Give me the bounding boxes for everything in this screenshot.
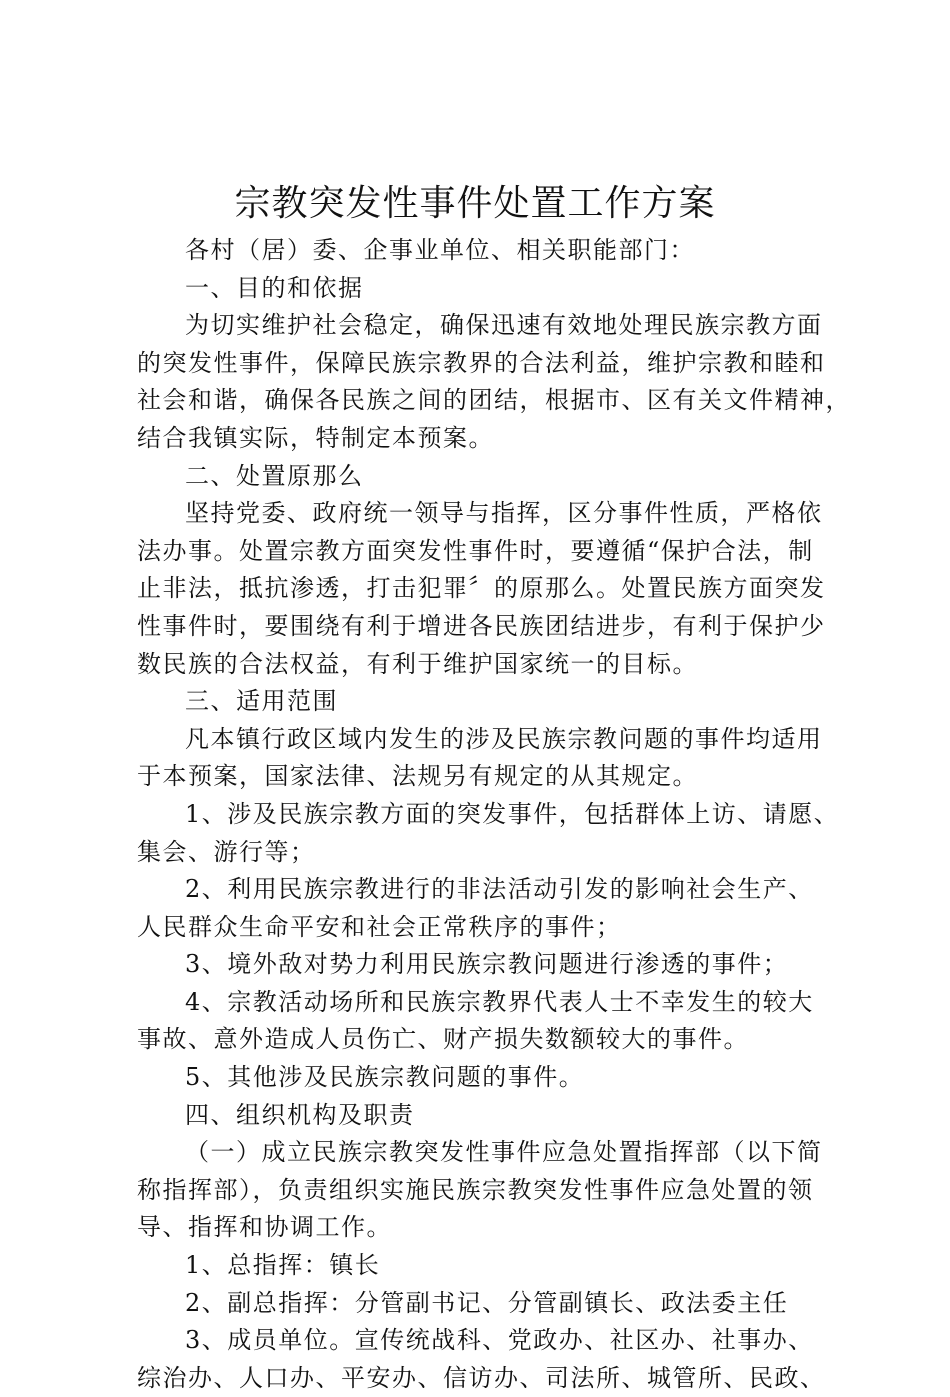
list-item-line: 2、利用民族宗教进行的非法活动引发的影响社会生产、	[185, 875, 814, 904]
paragraph-line: （一）成立民族宗教突发性事件应急处置指挥部（以下简	[185, 1138, 823, 1167]
list-item-line: 3、成员单位。宣传统战科、党政办、社区办、社事办、	[185, 1326, 814, 1355]
section-heading-scope: 三、适用范围	[185, 687, 338, 716]
paragraph-line: 坚持党委、政府统一领导与指挥，区分事件性质，严格依	[185, 499, 823, 528]
section-heading-purpose: 一、目的和依据	[185, 273, 364, 302]
paragraph-line: 数民族的合法权益，有利于维护国家统一的目标。	[137, 649, 698, 678]
list-item-line: 3、境外敌对势力利用民族宗教问题进行渗透的事件；	[185, 950, 789, 979]
document-body	[137, 232, 851, 1397]
list-item-line: 集会、游行等；	[137, 837, 316, 866]
list-item-line: 事故、意外造成人员伤亡、财产损失数额较大的事件。	[137, 1025, 749, 1054]
paragraph-line: 称指挥部），负责组织实施民族宗教突发性事件应急处置的领	[137, 1175, 814, 1204]
list-item-line: 1、涉及民族宗教方面的突发事件，包括群体上访、请愿、	[185, 799, 840, 828]
section-heading-principles: 二、处置原那么	[185, 461, 364, 490]
paragraph-line: 的突发性事件，保障民族宗教界的合法利益，维护宗教和睦和	[137, 348, 826, 377]
paragraph-line: 凡本镇行政区域内发生的涉及民族宗教问题的事件均适用	[185, 724, 823, 753]
paragraph-line: 于本预案，国家法律、法规另有规定的从其规定。	[137, 762, 698, 791]
section-heading-organization: 四、组织机构及职责	[185, 1100, 415, 1129]
list-item-line: 人民群众生命平安和社会正常秩序的事件；	[137, 912, 622, 941]
list-item-line: 4、宗教活动场所和民族宗教界代表人士不幸发生的较大	[185, 987, 814, 1016]
list-item-line: 综治办、人口办、平安办、信访办、司法所、城管所、民政、	[137, 1363, 826, 1392]
list-item-line: 5、其他涉及民族宗教问题的事件。	[185, 1063, 585, 1092]
paragraph-line: 止非法，抵抗渗透，打击犯罪〞的原那么。处置民族方面突发	[137, 574, 826, 603]
paragraph-line: 为切实维护社会稳定，确保迅速有效地处理民族宗教方面	[185, 311, 823, 340]
paragraph-line: 结合我镇实际，特制定本预案。	[137, 423, 494, 452]
paragraph-line: 导、指挥和协调工作。	[137, 1213, 392, 1242]
paragraph-line: 法办事。处置宗教方面突发性事件时，要遵循“保护合法，制	[137, 536, 814, 565]
list-item-line: 1、总指挥：镇长	[185, 1251, 381, 1280]
salutation-line: 各村（居）委、企事业单位、相关职能部门：	[185, 236, 695, 264]
paragraph-line: 性事件时，要围绕有利于增进各民族团结进步，有利于保护少	[137, 611, 826, 640]
list-item-line: 2、副总指挥：分管副书记、分管副镇长、政法委主任	[185, 1288, 789, 1317]
paragraph-line: 社会和谐，确保各民族之间的团结，根据市、区有关文件精神，	[137, 386, 851, 415]
document-title: 宗教突发性事件处置工作方案	[234, 183, 716, 224]
